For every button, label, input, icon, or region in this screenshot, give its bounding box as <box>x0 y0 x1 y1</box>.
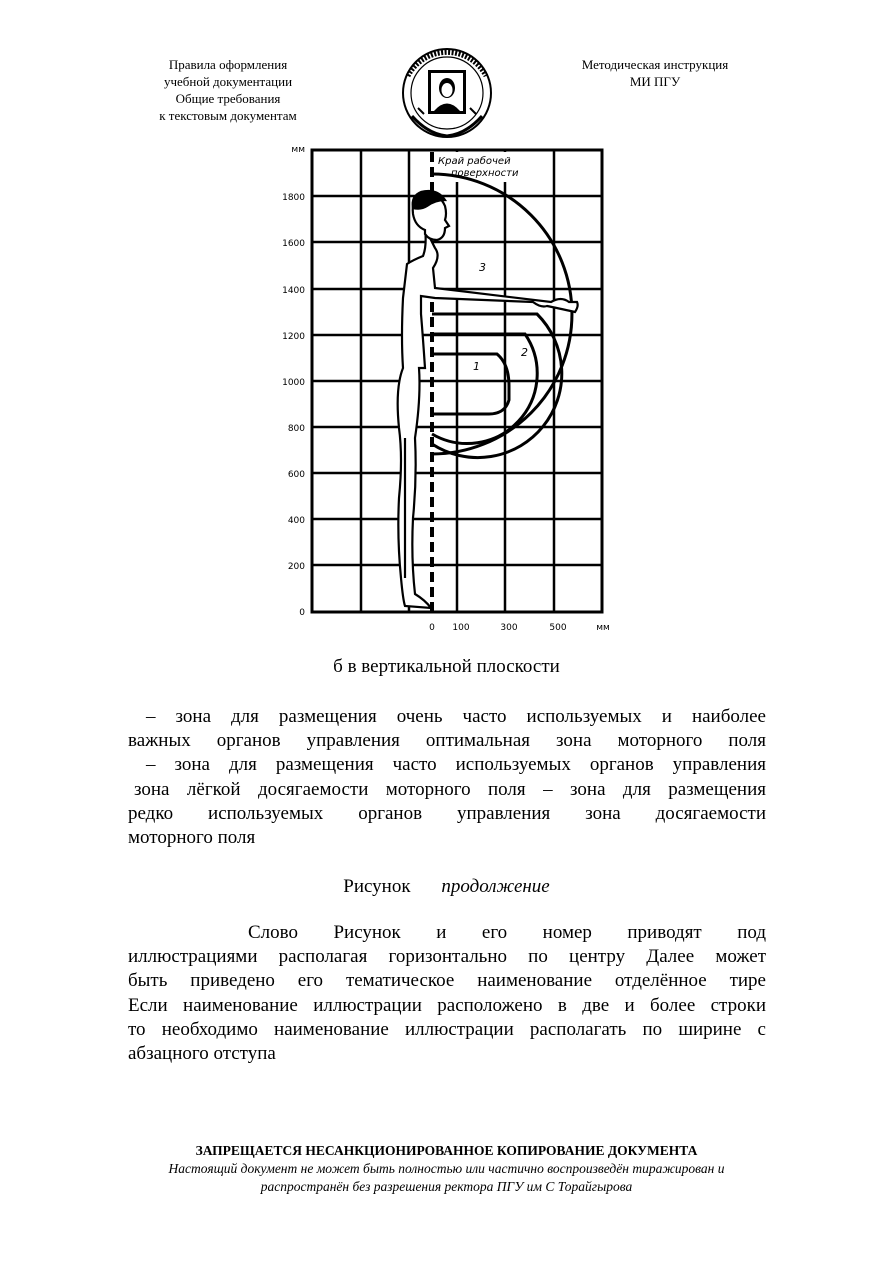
y-tick-label: 1800 <box>282 193 305 203</box>
y-tick-label: 1000 <box>282 378 305 388</box>
header-left-line: к текстовым документам <box>159 108 297 123</box>
header-left-line: Общие требования <box>175 91 281 106</box>
figure-caption-word: Рисунок <box>343 876 411 897</box>
paragraph-line: – зона для размещения очень часто используемых и наиболее <box>146 706 766 727</box>
y-tick-label: 200 <box>287 562 305 572</box>
header-left-block <box>128 56 328 124</box>
zone-1-boundary <box>432 354 509 414</box>
paragraph-line: то необходимо наименование иллюстрации располагать по ширине с <box>128 1018 766 1040</box>
figure-caption <box>0 876 893 898</box>
zone-1-label: 1 <box>473 360 480 373</box>
y-axis-unit: мм <box>291 145 305 155</box>
header-left-line: Правила оформления <box>168 57 288 72</box>
header-right-block <box>560 56 750 90</box>
y-tick-label: 800 <box>287 424 305 434</box>
zone-2-label: 2 <box>521 346 528 359</box>
y-axis <box>282 145 305 618</box>
body-paragraph <box>128 921 766 1066</box>
grid <box>312 150 602 612</box>
paragraph-line: зона лёгкой досягаемости моторного поля – зона для размещения <box>134 778 766 800</box>
header-left-line: учебной документации <box>163 74 293 89</box>
paragraph-line: иллюстрациями располагая горизонтально по центру Далее может <box>128 946 766 968</box>
page-footer <box>0 1142 893 1196</box>
x-tick-label: 300 <box>500 623 518 633</box>
zone-3-label: 3 <box>479 261 486 274</box>
y-tick-label: 1600 <box>282 239 305 249</box>
y-tick-label: 400 <box>287 516 305 526</box>
paragraph-line: важных органов управления оптимальная зона моторного поля <box>128 730 766 752</box>
zones-description-paragraph <box>128 705 766 850</box>
x-tick-label: 100 <box>452 623 470 633</box>
paragraph-line: быть приведено его тематическое наименование отделённое тире <box>128 970 766 992</box>
university-emblem-icon <box>398 46 496 140</box>
paragraph-line: абзацного отступа <box>128 1043 276 1065</box>
paragraph-line: моторного поля <box>128 827 256 849</box>
edge-label-line-2: поверхности <box>451 168 519 179</box>
header-right-line: Методическая инструкция <box>581 57 729 72</box>
y-tick-label: 1200 <box>282 332 305 342</box>
x-axis-unit: мм <box>596 623 610 633</box>
human-figure-icon <box>398 191 578 608</box>
copy-warning: ЗАПРЕЩАЕТСЯ НЕСАНКЦИОНИРОВАННОЕ КОПИРОВАНИЕ ДОКУМЕНТА <box>195 1143 698 1158</box>
figure-caption-suffix: продолжение <box>441 876 550 897</box>
x-tick-label: 0 <box>429 623 435 633</box>
copy-note-line-1: Настоящий документ не может быть полностью или частично воспроизведён тиражирован и <box>168 1161 725 1176</box>
y-tick-label: 1400 <box>282 286 305 296</box>
y-tick-label: 0 <box>299 608 305 618</box>
motor-field-diagram <box>275 138 620 638</box>
paragraph-line: Если наименование иллюстрации расположено в две и более строки <box>128 994 766 1016</box>
copy-note-line-2: распространён без разрешения ректора ПГУ им С Торайгырова <box>260 1179 633 1194</box>
paragraph-line: Слово Рисунок и его номер приводят под <box>248 922 766 943</box>
header-right-line: МИ ПГУ <box>629 74 681 89</box>
y-tick-label: 600 <box>287 470 305 480</box>
paragraph-line: редко используемых органов управления зона досягаемости <box>128 802 766 824</box>
x-axis <box>429 623 610 633</box>
edge-label-line-1: Край рабочей <box>438 156 511 167</box>
figure-subcaption: б в вертикальной плоскости <box>333 656 560 677</box>
paragraph-line: – зона для размещения часто используемых органов управления <box>146 754 766 776</box>
x-tick-label: 500 <box>549 623 567 633</box>
